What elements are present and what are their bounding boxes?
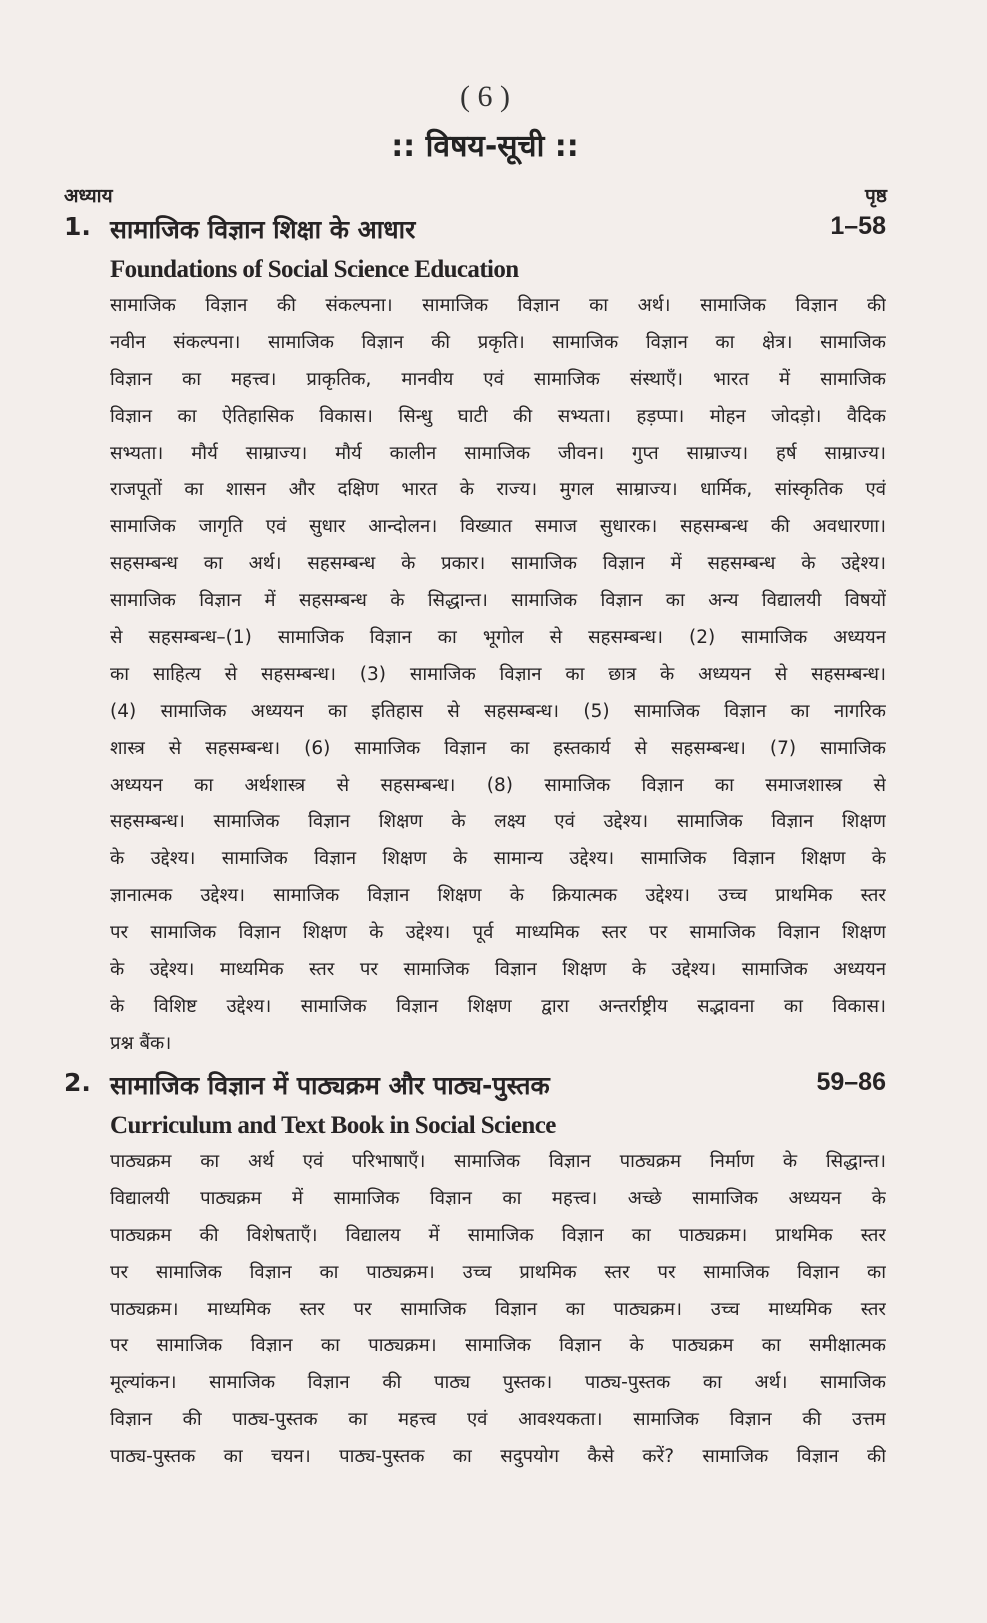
topic-line: नवीन संकल्पना। सामाजिक विज्ञान की प्रकृति। सामाजिक विज्ञान का क्षेत्र। सामाजिक [110,331,886,353]
topic-line: शास्त्र से सहसम्बन्ध। (6) सामाजिक विज्ञान का हस्तकार्य से सहसम्बन्ध। (7) सामाजिक [110,737,886,759]
column-header-chapter: अध्याय [64,185,113,207]
topic-line: का साहित्य से सहसम्बन्ध। (3) सामाजिक विज्ञान का छात्र के अध्ययन से सहसम्बन्ध। [110,663,886,685]
topic-line: प्रश्न बैंक। [110,1032,172,1054]
topic-line: सामाजिक विज्ञान में सहसम्बन्ध के सिद्धान्त। सामाजिक विज्ञान का अन्य विद्यालयी विषयों [110,590,886,612]
topic-line: राजपूतों का शासन और दक्षिण भारत के राज्य। मुगल साम्राज्य। धार्मिक, सांस्कृतिक एवं [110,479,886,501]
topic-line: विज्ञान का महत्त्व। प्राकृतिक, मानवीय एवं सामाजिक संस्थाएँ। भारत में सामाजिक [110,368,886,390]
topic-line: सहसम्बन्ध। सामाजिक विज्ञान शिक्षण के लक्ष्य एवं उद्देश्य। सामाजिक विज्ञान शिक्षण [110,811,886,833]
chapter-topics [110,288,886,1063]
toc-chapter-1 [64,212,886,1063]
topic-line: सामाजिक विज्ञान की संकल्पना। सामाजिक विज्ञान का अर्थ। सामाजिक विज्ञान की [110,295,886,316]
topic-line: पर सामाजिक विज्ञान का पाठ्यक्रम। उच्च प्राथमिक स्तर पर सामाजिक विज्ञान का [110,1261,886,1283]
topic-line: पाठ्यक्रम की विशेषताएँ। विद्यालय में सामाजिक विज्ञान का पाठ्यक्रम। प्राथमिक स्तर [110,1224,886,1246]
topic-line: पाठ्य-पुस्तक का चयन। पाठ्य-पुस्तक का सदुपयोग कैसे करें? सामाजिक विज्ञान की [110,1446,886,1468]
topic-line: विद्यालयी पाठ्यक्रम में सामाजिक विज्ञान का महत्त्व। अच्छे सामाजिक अध्ययन के [110,1187,886,1209]
column-header-page: पृष्ठ [865,185,887,207]
toc-chapter-2 [64,1068,886,1476]
chapter-title-hindi: सामाजिक विज्ञान शिक्षा के आधार [110,215,416,244]
topic-line: पर सामाजिक विज्ञान का पाठ्यक्रम। सामाजिक विज्ञान के पाठ्यक्रम का समीक्षात्मक [110,1335,886,1357]
page-title: :: विषय-सूची :: [391,129,579,164]
chapter-number: 2. [64,1068,91,1097]
topic-line: से सहसम्बन्ध–(1) सामाजिक विज्ञान का भूगोल से सहसम्बन्ध। (2) सामाजिक अध्ययन [110,627,886,649]
chapter-number: 1. [64,212,91,241]
topic-line: विज्ञान की पाठ्य-पुस्तक का महत्त्व एवं आवश्यकता। सामाजिक विज्ञान की उत्तम [110,1409,886,1431]
topic-line: अध्ययन का अर्थशास्त्र से सहसम्बन्ध। (8) सामाजिक विज्ञान का समाजशास्त्र से [110,774,886,796]
topic-line: पाठ्यक्रम का अर्थ एवं परिभाषाएँ। सामाजिक विज्ञान पाठ्यक्रम निर्माण के सिद्धान्त। [110,1151,886,1172]
topic-line: विज्ञान का ऐतिहासिक विकास। सिन्धु घाटी की सभ्यता। हड़प्पा। मोहन जोदड़ो। वैदिक [110,405,886,427]
chapter-heading [64,1068,886,1108]
topic-line: सभ्यता। मौर्य साम्राज्य। मौर्य कालीन सामाजिक जीवन। गुप्त साम्राज्य। हर्ष साम्राज्य। [110,442,886,464]
topic-line: पर सामाजिक विज्ञान शिक्षण के उद्देश्य। पूर्व माध्यमिक स्तर पर सामाजिक विज्ञान शिक्षण [110,922,886,944]
topic-line: सहसम्बन्ध का अर्थ। सहसम्बन्ध के प्रकार। सामाजिक विज्ञान में सहसम्बन्ध के उद्देश्य। [110,553,886,575]
chapter-title-english: Foundations of Social Science Education [110,256,519,283]
topic-line: सामाजिक जागृति एवं सुधार आन्दोलन। विख्यात समाज सुधारक। सहसम्बन्ध की अवधारणा। [110,516,886,538]
chapter-page-range: 1–58 [830,212,886,240]
chapter-heading [64,212,886,252]
chapter-page-range: 59–86 [816,1068,886,1096]
topic-line: के उद्देश्य। माध्यमिक स्तर पर सामाजिक विज्ञान शिक्षण के उद्देश्य। सामाजिक अध्ययन [110,959,886,981]
chapter-title-hindi: सामाजिक विज्ञान में पाठ्यक्रम और पाठ्य-पुस्तक [110,1071,550,1100]
chapter-topics [110,1144,886,1476]
chapter-title-english: Curriculum and Text Book in Social Science [110,1112,556,1139]
topic-line: के विशिष्ट उद्देश्य। सामाजिक विज्ञान शिक्षण द्वारा अन्तर्राष्ट्रीय सद्भावना का विकास। [110,995,886,1017]
topic-line: के उद्देश्य। सामाजिक विज्ञान शिक्षण के सामान्य उद्देश्य। सामाजिक विज्ञान शिक्षण के [110,848,886,870]
page-number: ( 6 ) [460,80,510,113]
topic-line: ज्ञानात्मक उद्देश्य। सामाजिक विज्ञान शिक्षण के क्रियात्मक उद्देश्य। उच्च प्राथमिक स्तर [110,885,886,907]
topic-line: मूल्यांकन। सामाजिक विज्ञान की पाठ्य पुस्तक। पाठ्य-पुस्तक का अर्थ। सामाजिक [110,1372,886,1394]
topic-line: (4) सामाजिक अध्ययन का इतिहास से सहसम्बन्ध। (5) सामाजिक विज्ञान का नागरिक [110,700,886,722]
topic-line: पाठ्यक्रम। माध्यमिक स्तर पर सामाजिक विज्ञान का पाठ्यक्रम। उच्च माध्यमिक स्तर [110,1298,886,1320]
